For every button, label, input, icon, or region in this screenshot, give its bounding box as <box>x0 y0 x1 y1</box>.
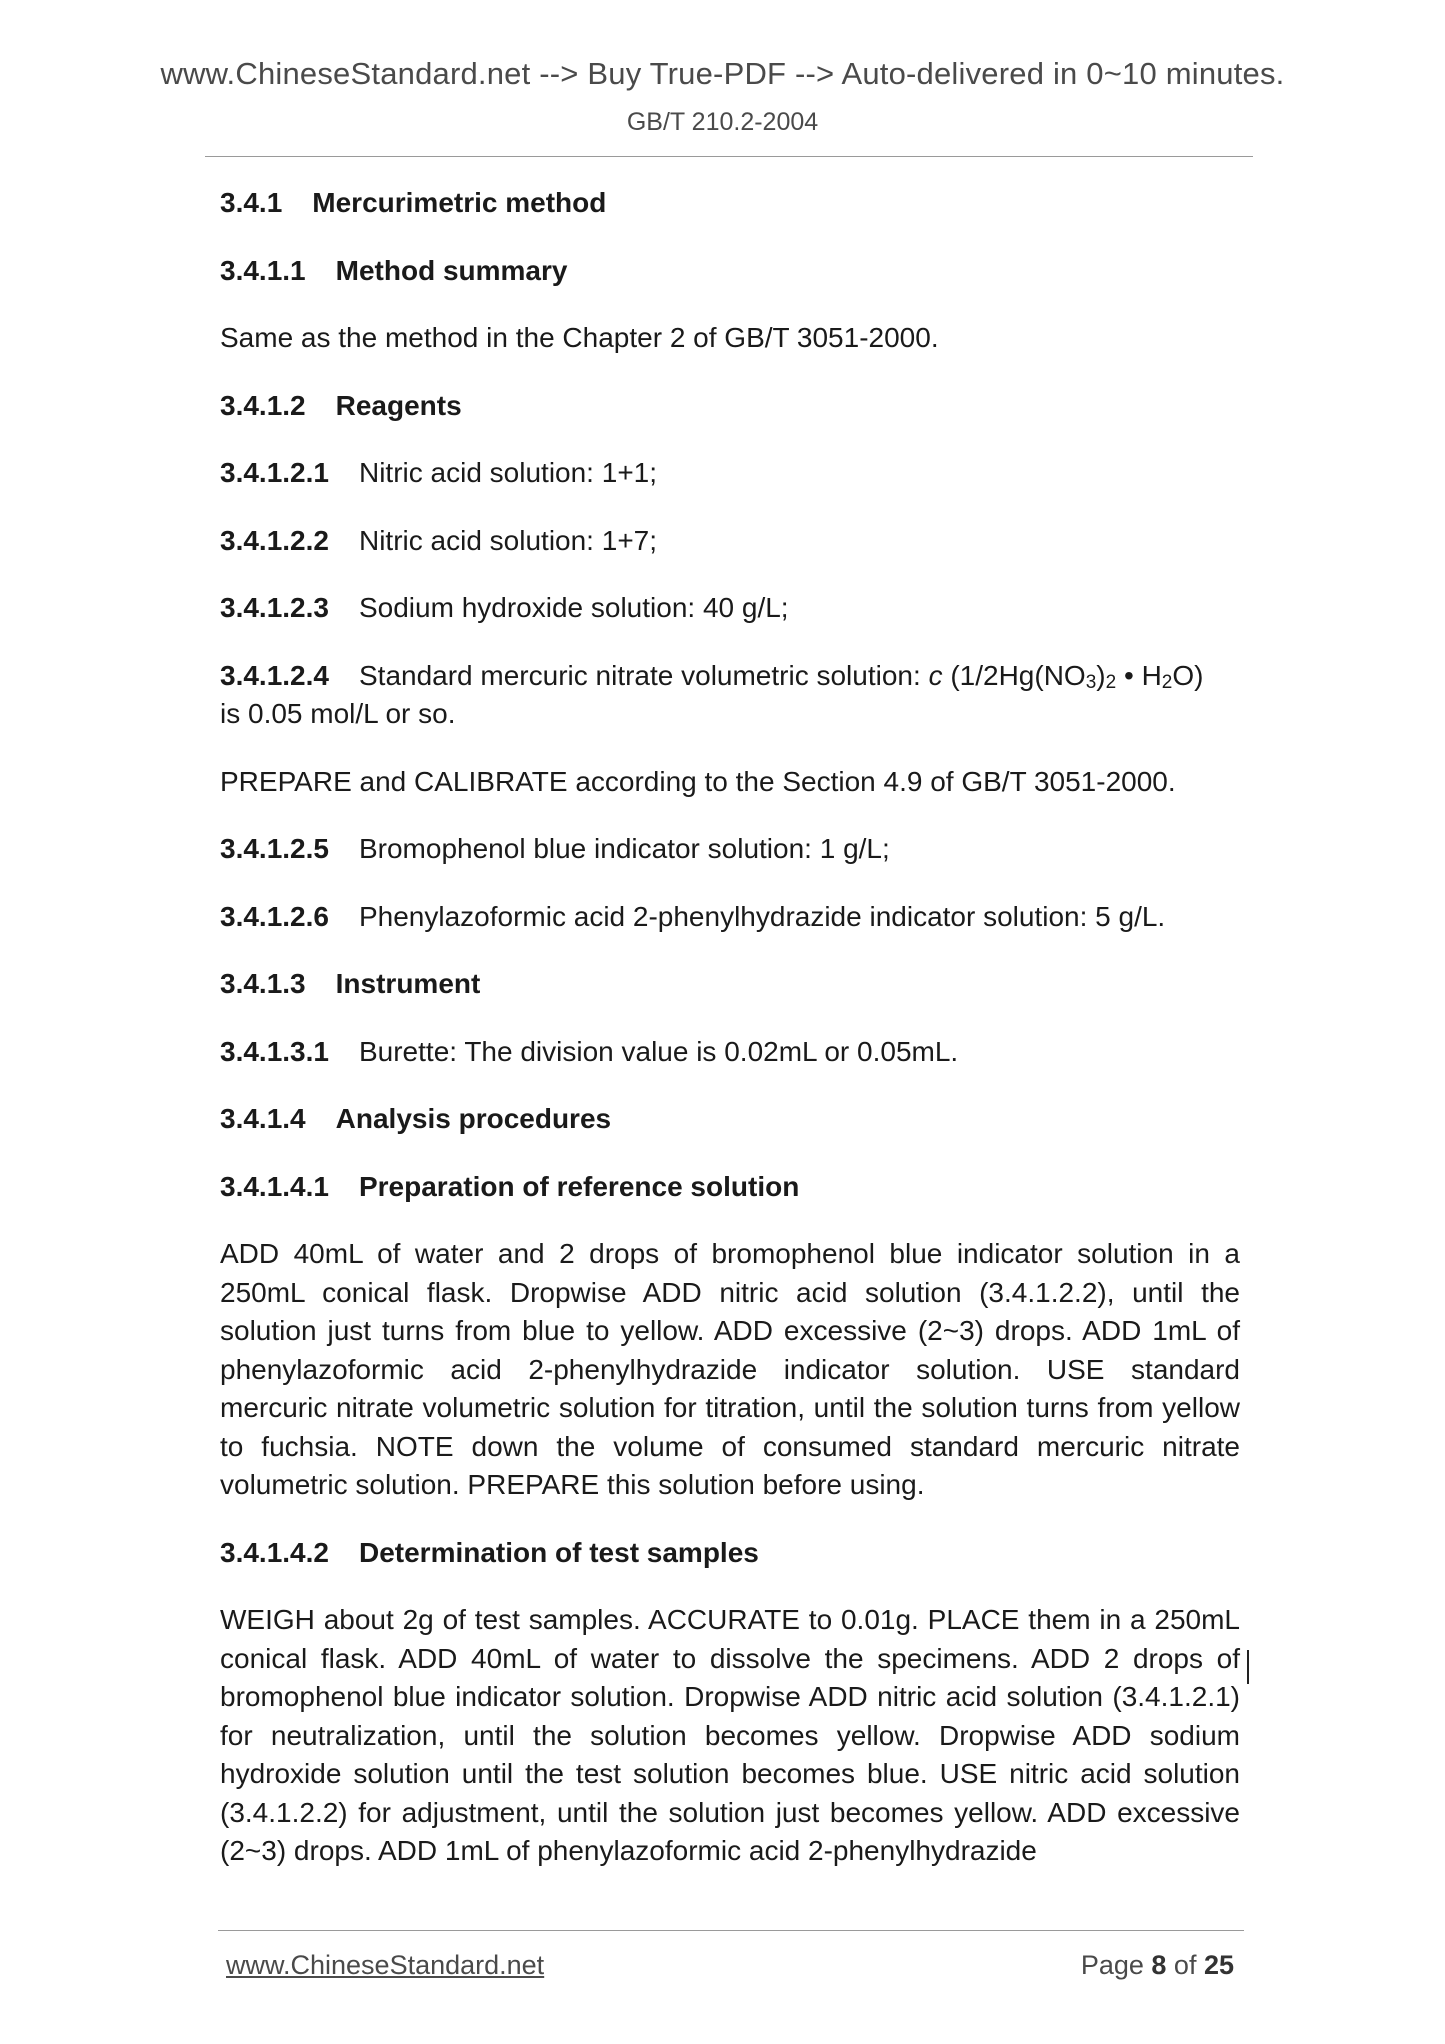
item-text: is 0.05 mol/L or so. <box>220 698 456 729</box>
formula-italic: c <box>928 659 943 691</box>
method-summary-text: Same as the method in the Chapter 2 of GB/T 3051-2000. <box>220 322 939 353</box>
reagent-item <box>220 830 1240 869</box>
section-number: 3.4.1.4.2 <box>220 1536 329 1568</box>
item-number: 3.4.1.3.1 <box>220 1035 329 1067</box>
item-number: 3.4.1.2.5 <box>220 833 329 864</box>
reagent-item <box>220 454 1240 493</box>
section-number: 3.4.1.2 <box>220 389 306 421</box>
footer-divider <box>218 1930 1244 1931</box>
section-number: 3.4.1.4 <box>220 1103 306 1134</box>
section-heading-3-4-1-1 <box>220 252 1240 291</box>
document-body <box>220 184 1240 1900</box>
footer-website-link[interactable]: www.ChineseStandard.net <box>226 1950 545 1980</box>
page-indicator <box>1081 1950 1234 1981</box>
section-title: Method summary <box>335 254 568 286</box>
item-number: 3.4.1.2.1 <box>220 457 329 488</box>
item-text: Burette: The division value is 0.02mL or 0.05mL. <box>358 1035 959 1067</box>
section-heading-3-4-1-2 <box>220 387 1240 426</box>
section-title: Preparation of reference solution <box>358 1170 800 1202</box>
section-heading-3-4-1 <box>220 184 1240 223</box>
section-heading-3-4-1-3 <box>220 965 1240 1004</box>
section-heading-3-4-1-4-2 <box>220 1534 1240 1573</box>
page-mid: of <box>1166 1950 1204 1980</box>
page-prefix: Page <box>1080 1950 1152 1980</box>
page-total: 25 <box>1203 1950 1234 1980</box>
section-title: Mercurimetric method <box>312 187 607 218</box>
page-current: 8 <box>1151 1950 1167 1980</box>
section-title: Instrument <box>335 968 481 999</box>
formula-part: • H <box>1116 659 1162 691</box>
formula-part: O) <box>1172 659 1204 691</box>
section-heading-3-4-1-4 <box>220 1100 1240 1139</box>
formula-subscript: 2 <box>1161 671 1173 693</box>
formula-part: ) <box>1096 659 1106 691</box>
prepare-text: PREPARE and CALIBRATE according to the Section 4.9 of GB/T 3051-2000. <box>220 765 1176 797</box>
section-heading-3-4-1-4-1 <box>220 1168 1240 1207</box>
section-number: 3.4.1.1 <box>220 254 306 286</box>
item-number: 3.4.1.2.4 <box>220 659 329 691</box>
determination-text: WEIGH about 2g of test samples. ACCURATE to 0.01g. PLACE them in a 250mL conical flask. ADD 40mL of water to dissolve the specimens. ADD 2 drops of bromophenol blue indicator solution. Dropwise ADD nitric acid solution (3.4.1.2.1) for neutralization, until the solution becomes yellow. Dropwise ADD sodium hydroxide solution until the test solution becomes blue. USE nitric acid solution (3.4.1.2.2) for adjustment, until the solution just becomes yellow. ADD excessive (2~3) drops. ADD 1mL of phenylazoformic acid 2-phenylhydrazide <box>220 1604 1240 1866</box>
section-title: Determination of test samples <box>358 1536 759 1568</box>
section-title: Analysis procedures <box>335 1103 612 1134</box>
item-text: Bromophenol blue indicator solution: 1 g/L; <box>358 833 890 864</box>
formula-part: (1/2Hg(NO <box>942 659 1086 691</box>
standard-number: GB/T 210.2-2004 <box>626 108 819 136</box>
item-number: 3.4.1.2.3 <box>220 592 329 623</box>
section-number: 3.4.1.4.1 <box>220 1170 329 1202</box>
section-number: 3.4.1 <box>220 187 283 218</box>
header-banner: www.ChineseStandard.net --> Buy True-PDF --> Auto-delivered in 0~10 minutes. <box>160 56 1285 91</box>
instrument-item <box>220 1033 1240 1072</box>
reagent-item <box>220 522 1240 561</box>
item-text: Sodium hydroxide solution: 40 g/L; <box>358 592 789 623</box>
section-number: 3.4.1.3 <box>220 968 306 999</box>
formula-subscript: 2 <box>1105 671 1117 693</box>
item-text: Standard mercuric nitrate volumetric solution: <box>358 659 929 691</box>
item-number: 3.4.1.2.6 <box>220 900 329 932</box>
text-cursor-marker <box>1247 1650 1249 1684</box>
reagent-item <box>220 898 1240 937</box>
item-text: Nitric acid solution: 1+7; <box>358 524 658 556</box>
reagent-item <box>220 589 1240 628</box>
reference-solution-text: ADD 40mL of water and 2 drops of bromophenol blue indicator solution in a 250mL conical flask. Dropwise ADD nitric acid solution (3.4.1.2.2), until the solution just turns from blue to yellow. ADD excessive (2~3) drops. ADD 1mL of phenylazoformic acid 2-phenylhydrazide indicator solution. USE standard mercuric nitrate volumetric solution for titration, until the solution turns from yellow to fuchsia. NOTE down the volume of consumed standard mercuric nitrate volumetric solution. PREPARE this solution before using. <box>220 1238 1240 1500</box>
formula-subscript: 3 <box>1085 671 1097 693</box>
item-text: Phenylazoformic acid 2-phenylhydrazide indicator solution: 5 g/L. <box>358 900 1166 932</box>
item-number: 3.4.1.2.2 <box>220 524 329 556</box>
section-title: Reagents <box>335 389 462 421</box>
item-text: Nitric acid solution: 1+1; <box>358 457 658 488</box>
header-divider <box>205 156 1253 157</box>
reagent-item <box>220 657 1240 734</box>
